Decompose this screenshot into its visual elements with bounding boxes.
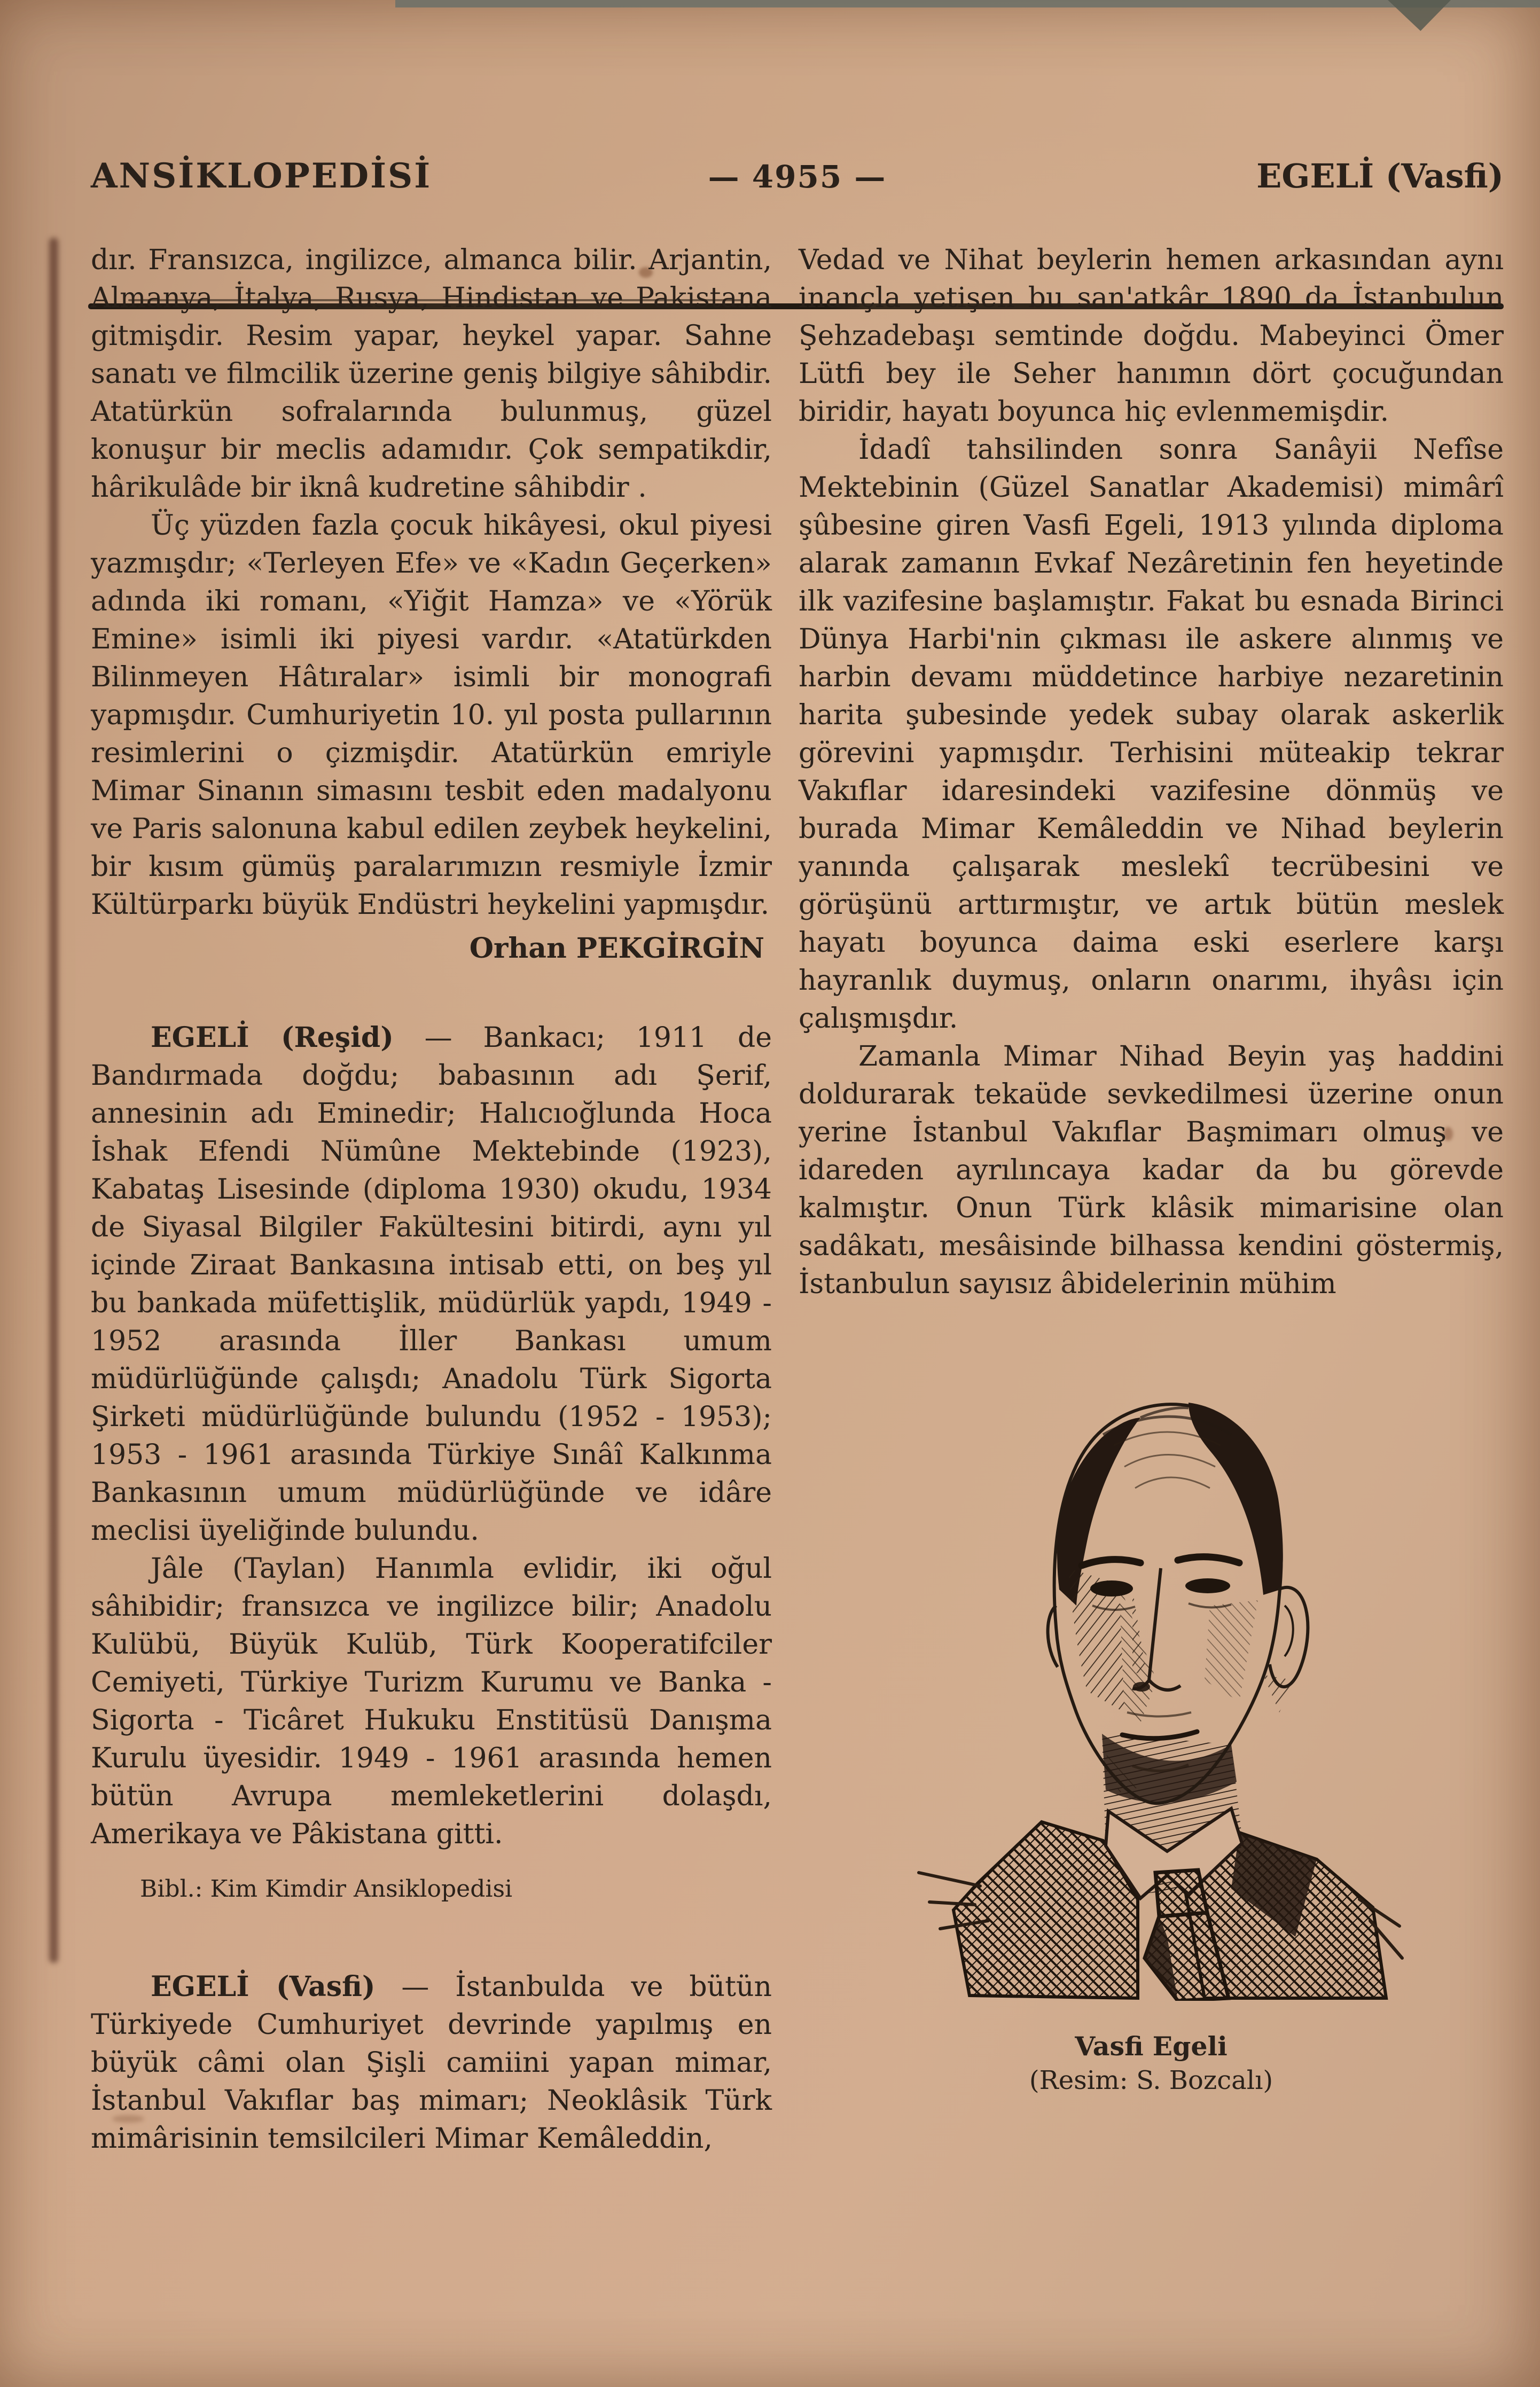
entry-egeli-resid	[91, 1019, 772, 1550]
portrait-caption-credit: (Resim: S. Bozcalı)	[1029, 2065, 1273, 2095]
author-byline: Orhan PEKGİRGİN	[469, 932, 764, 965]
left-column	[91, 241, 772, 2158]
gutter-shadow	[49, 238, 58, 1963]
paragraph-education: İdadî tahsilinden sonra Sanâyii Nefîse Mektebinin (Güzel Sanatlar Akademisi) mimârî şûbesine giren Vasfi Egeli, 1913 yılında diploma alarak zamanın Evkaf Nezâretinin fen heyetinde ilk vazifesine başlamıştır. Fakat bu esnada Birinci Dünya Harbi'nin çıkması ile askere alınmış ve harbin devamı müddetince harbiye nezaretinin harita şubesinde yedek subay olarak askerlik görevini yapmışdır. Terhisini müteakip tekrar Vakıflar idaresindeki vazifesine dönmüş ve burada Mimar Kemâleddin ve Nihad beylerin yanında çalışarak meslekî tecrübesini ve görüşünü arttırmıştır, ve artık bütün meslek hayatı boyunca daima eski eserlere karşı hayranlık duymuş, onların onarımı, ihyâsı için çalışmışdır.	[799, 434, 1504, 1035]
entry-body-text: — İstanbulda ve bütün Türkiyede Cumhuriyet devrinde yapılmış en büyük câmi olan Şişli camiini yapan mimar, İstanbul Vakıflar baş mimarı; Neoklâsik Türk mimârisinin temsilcileri Mimar Kemâleddin,	[91, 1971, 772, 2155]
portrait-sketch-vasfi-egeli	[889, 1339, 1413, 2001]
scan-corner-notch	[1388, 0, 1451, 31]
right-column	[799, 241, 1504, 2158]
paragraph-family: Jâle (Taylan) Hanımla evlidir, iki oğul sâhibidir; fransızca ve ingilizce bilir; Anadolu Kulübü, Büyük Kulüb, Türk Kooperatifciler Cemiyeti, Türkiye Turizm Kurumu ve Banka - Sigorta - Ticâret Hukuku Enstitüsü Danışma Kurulu üyesidir. 1949 - 1961 arasında hemen bütün Avrupa memleketlerini dolaşdı, Amerikaya ve Pâkistana gitti.	[91, 1553, 772, 1850]
page-header	[91, 156, 1504, 196]
paragraph-career: Zamanla Mimar Nihad Beyin yaş haddini doldurarak tekaüde sevkedilmesi üzerine onun yerine İstanbul Vakıflar Başmimarı olmuş ve idareden ayrılıncaya kadar da bu görevde kalmıştır. Onun Türk klâsik mimarisine olan sadâkatı, mesâisinde bilhassa kendini göstermiş, İstanbulun sayısız âbidelerinin mühim	[799, 1040, 1504, 1300]
paragraph-works: Üç yüzden fazla çocuk hikâyesi, okul piyesi yazmışdır; «Terleyen Efe» ve «Kadın Geçerken» adında iki romanı, «Yiğit Hamza» ve «Yörük Emine» isimli iki piyesi vardır. «Atatürkden Bilinmeyen Hâtıralar» isimli bir monografi yapmışdır. Cumhuriyetin 10. yıl posta pullarının resimlerini o çizmişdir. Atatürkün emriyle Mimar Sinanın simasını tesbit eden madalyonu ve Paris salonuna kabul edilen zeybek heykelini, bir kısım gümüş paralarımızın resmiyle İzmir Kültürparkı büyük Endüstri heykelini yapmışdır.	[91, 510, 772, 921]
portrait-caption-name: Vasfi Egeli	[1075, 2031, 1228, 2062]
entry-headword: EGELİ (Reşid)	[151, 1021, 394, 1054]
entry-egeli-vasfi	[91, 1968, 772, 2158]
paragraph-continuation: dır. Fransızca, ingilizce, almanca bilir. Arjantin, Almanya, İtalya, Rusya, Hindistan ve Pakistana gitmişdir. Resim yapar, heykel yapar. Sahne sanatı ve filmcilik üzerine geniş bilgiye sâhibdir. Atatürkün sofralarında bulunmuş, güzel konuşur bir meclis adamıdır. Çok sempatikdir, hârikulâde bir iknâ kudretine sâhibdir .	[91, 244, 772, 504]
scan-top-edge-shadow	[395, 0, 1540, 7]
journal-title: ANSİKLOPEDİSİ	[91, 156, 432, 196]
paragraph-birth: Vedad ve Nihat beylerin hemen arkasından aynı inançla yetişen bu san'atkâr 1890 da İstanbulun Şehzadebaşı semtinde doğdu. Mabeyinci Ömer Lütfi bey ile Seher hanımın dört çocuğundan biridir, hayatı boyunca hiç evlenmemişdir.	[799, 244, 1504, 428]
entry-title-running-head: EGELİ (Vasfi)	[1256, 156, 1504, 195]
portrait-figure	[799, 1339, 1504, 2098]
text-columns	[91, 241, 1504, 2158]
page-number: — 4955 —	[708, 159, 887, 195]
entry-body-text: — Bankacı; 1911 de Bandırmada doğdu; babasının adı Şerif, annesinin adı Eminedir; Halıcıoğlunda Hoca İshak Efendi Nümûne Mektebinde (1923), Kabataş Lisesinde (diploma 1930) okudu, 1934 de Siyasal Bilgiler Fakültesini bitirdi, aynı yıl içinde Ziraat Bankasına intisab etti, on beş yıl bu bankada müfettişlik, müdürlük yapdı, 1949 - 1952 arasında İller Bankası umum müdürlüğünde çalışdı; Anadolu Türk Sigorta Şirketi müdürlüğünde bulundu (1952 - 1953); 1953 - 1961 arasında Türkiye Sınâî Kalkınma Bankasının umum müdürlüğünde ve idâre meclisi üyeliğinde bulundu.	[91, 1022, 772, 1547]
entry-headword: EGELİ (Vasfi)	[151, 1970, 376, 2003]
bibliography-line: Bibl.: Kim Kimdir Ansiklopedisi	[140, 1875, 513, 1903]
